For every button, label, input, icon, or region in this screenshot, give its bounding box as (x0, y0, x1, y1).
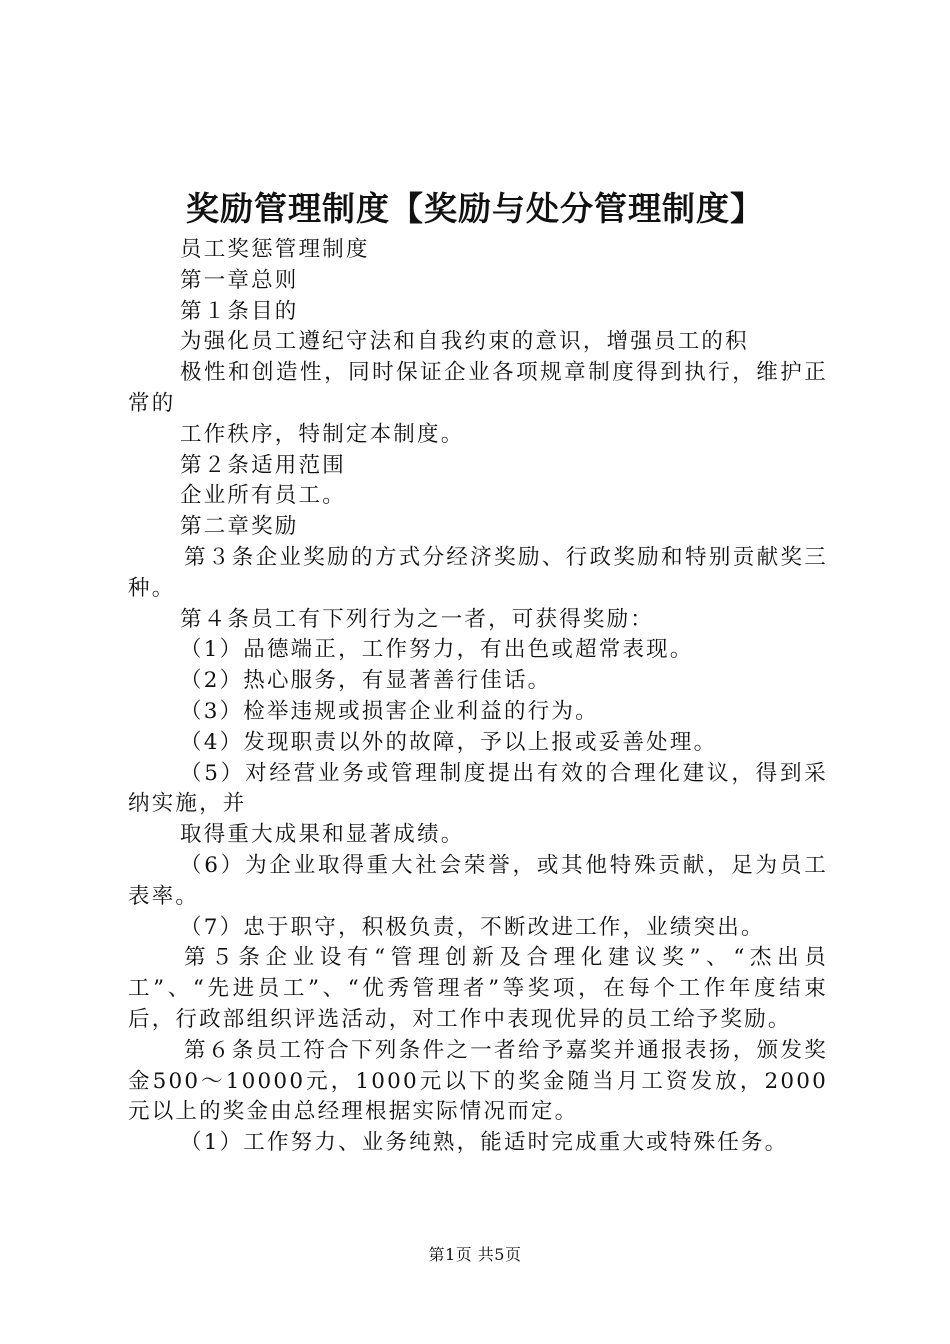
article-heading: 第１条目的 (180, 298, 299, 324)
list-item: （2）热心服务，有显著善行佳话。 (180, 668, 552, 694)
paragraph: 为强化员工遵纪守法和自我约束的意识，增强员工的积 (180, 329, 749, 355)
paragraph: 极性和创造性，同时保证企业各项规章制度得到执行，维护正常的 (128, 360, 828, 416)
paragraph: 企业所有员工。 (180, 483, 346, 509)
document-title: 奖励管理制度【奖励与处分管理制度】 (186, 189, 764, 228)
document-body (128, 235, 828, 1159)
chapter-heading: 第二章奖励 (180, 514, 299, 540)
chapter-heading: 第一章总则 (180, 267, 299, 293)
paragraph: 工作秩序，特制定本制度。 (180, 421, 465, 447)
list-item: （4）发现职责以外的故障，予以上报或妥善处理。 (180, 729, 718, 755)
paragraph: 第３条企业奖励的方式分经济奖励、行政奖励和特别贡献奖三种。 (128, 544, 828, 601)
list-item: （3）检举违规或损害企业利益的行为。 (180, 698, 599, 724)
paragraph-heading: 员工奖惩管理制度 (180, 237, 370, 262)
list-item: （1）品德端正，工作努力，有出色或超常表现。 (180, 637, 694, 663)
list-item: （7）忠于职守，积极负责，不断改进工作，业绩突出。 (180, 914, 765, 940)
paragraph: 取得重大成果和显著成绩。 (180, 822, 465, 848)
paragraph: 第６条员工符合下列条件之一者给予嘉奖并通报表扬，颁发奖金500～10000元，1000元以下的奖金随当月工资发放，2000元以上的奖金由总经理根据实际情况而定。 (128, 1037, 828, 1125)
article-heading: 第２条适用范围 (180, 452, 346, 478)
paragraph: 第４条员工有下列行为之一者，可获得奖励： (180, 606, 655, 632)
list-item: （1）工作努力、业务纯熟，能适时完成重大或特殊任务。 (180, 1130, 789, 1156)
paragraph: 第５条企业设有“管理创新及合理化建议奖”、“杰出员工”、“先进员工”、“优秀管理者”等奖项，在每个工作年度结束后，行政部组织评选活动，对工作中表现优异的员工给予奖励。 (128, 945, 828, 1032)
list-item: （6）为企业取得重大社会荣誉，或其他特殊贡献，足为员工表率。 (128, 852, 828, 909)
page-footer: 第1页 共5页 (428, 1245, 522, 1264)
list-item: （5）对经营业务或管理制度提出有效的合理化建议，得到采纳实施，并 (128, 760, 828, 817)
